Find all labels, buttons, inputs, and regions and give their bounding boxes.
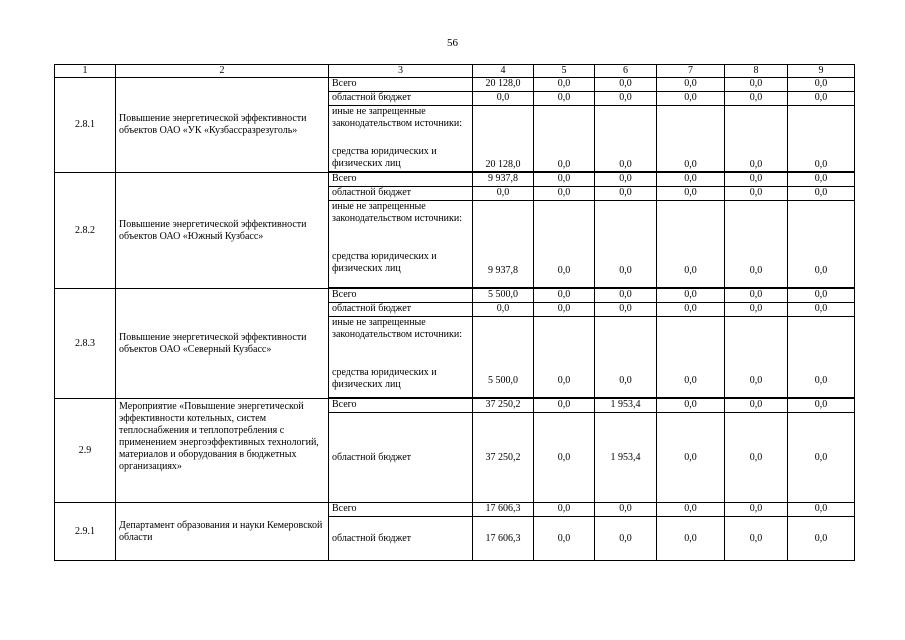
header-cell: 8 [725, 65, 788, 78]
value-cell: 0,0 [788, 413, 855, 503]
value-cell: 0,0 [788, 317, 855, 398]
source-label: Всего [329, 503, 473, 517]
header-cell: 4 [473, 65, 534, 78]
row-code: 2.8.2 [55, 173, 116, 289]
value-cell: 0,0 [788, 187, 855, 201]
value-cell: 9 937,8 [473, 173, 534, 187]
value-cell: 0,0 [788, 399, 855, 413]
value-cell: 0,0 [657, 92, 725, 106]
value-cell: 0,0 [534, 317, 595, 398]
value-cell: 9 937,8 [473, 201, 534, 288]
value-cell: 0,0 [788, 201, 855, 288]
value-cell: 0,0 [534, 303, 595, 317]
value-cell: 0,0 [788, 92, 855, 106]
budget-table [54, 64, 855, 561]
value-cell: 17 606,3 [473, 517, 534, 561]
source-label: Всего [329, 173, 473, 187]
value-cell: 0,0 [595, 187, 657, 201]
row-code: 2.8.3 [55, 289, 116, 399]
row-code: 2.9.1 [55, 503, 116, 561]
value-cell: 0,0 [534, 201, 595, 288]
value-cell: 0,0 [595, 289, 657, 303]
value-cell: 0,0 [657, 399, 725, 413]
source-label: Всего [329, 289, 473, 303]
source-label: иные не запрещенные законодательством источники: [332, 201, 463, 224]
value-cell: 0,0 [725, 289, 788, 303]
value-cell: 0,0 [788, 303, 855, 317]
value-cell: 17 606,3 [473, 503, 534, 517]
value-cell: 0,0 [595, 517, 657, 561]
row-code: 2.8.1 [55, 78, 116, 173]
source-other-cell [329, 317, 473, 398]
value-cell: 0,0 [657, 413, 725, 503]
value-cell: 0,0 [657, 187, 725, 201]
value-cell: 0,0 [534, 517, 595, 561]
value-cell: 0,0 [725, 173, 788, 187]
header-cell: 9 [788, 65, 855, 78]
value-cell: 1 953,4 [595, 413, 657, 503]
source-label: иные не запрещенные законодательством источники: [332, 106, 463, 129]
value-cell: 0,0 [725, 78, 788, 92]
value-cell: 0,0 [534, 78, 595, 92]
row-name: Повышение энергетической эффективности объектов ОАО «УК «Кузбассразрезуголь» [116, 78, 329, 173]
value-cell: 0,0 [788, 78, 855, 92]
header-cell: 2 [116, 65, 329, 78]
value-cell: 0,0 [595, 317, 657, 398]
value-cell: 0,0 [595, 173, 657, 187]
value-cell: 0,0 [657, 517, 725, 561]
row-name: Повышение энергетической эффективности объектов ОАО «Южный Кузбасс» [116, 173, 329, 289]
value-cell: 0,0 [595, 78, 657, 92]
value-cell: 0,0 [725, 413, 788, 503]
value-cell: 0,0 [657, 78, 725, 92]
value-cell: 0,0 [788, 173, 855, 187]
page-number: 56 [447, 37, 458, 49]
header-cell: 3 [329, 65, 473, 78]
value-cell: 0,0 [534, 92, 595, 106]
value-cell: 0,0 [725, 92, 788, 106]
table-row [55, 78, 855, 92]
header-cell: 6 [595, 65, 657, 78]
value-cell: 0,0 [595, 201, 657, 288]
value-cell: 0,0 [534, 399, 595, 413]
value-cell: 5 500,0 [473, 317, 534, 398]
source-label: иные не запрещенные законодательством источники: [332, 317, 463, 340]
value-cell: 37 250,2 [473, 399, 534, 413]
value-cell: 0,0 [725, 187, 788, 201]
table-row [55, 289, 855, 303]
source-label: Всего [329, 399, 473, 413]
source-label: областной бюджет [329, 92, 473, 106]
value-cell: 0,0 [473, 303, 534, 317]
value-cell: 0,0 [725, 106, 788, 172]
source-label: Всего [329, 78, 473, 92]
value-cell: 0,0 [725, 503, 788, 517]
value-cell: 20 128,0 [473, 106, 534, 172]
value-cell: 0,0 [657, 317, 725, 398]
value-cell: 0,0 [657, 303, 725, 317]
value-cell: 0,0 [725, 317, 788, 398]
source-label: областной бюджет [329, 517, 473, 561]
header-row [55, 65, 855, 78]
header-cell: 1 [55, 65, 116, 78]
table-row [55, 399, 855, 413]
value-cell: 0,0 [725, 201, 788, 288]
row-name: Департамент образования и науки Кемеровской области [116, 503, 329, 561]
value-cell: 0,0 [657, 289, 725, 303]
value-cell: 0,0 [534, 289, 595, 303]
value-cell: 0,0 [595, 503, 657, 517]
value-cell: 0,0 [725, 399, 788, 413]
value-cell: 0,0 [534, 413, 595, 503]
value-cell: 0,0 [788, 503, 855, 517]
value-cell: 0,0 [657, 106, 725, 172]
value-cell: 0,0 [595, 303, 657, 317]
source-other-cell [329, 106, 473, 172]
value-cell: 0,0 [473, 92, 534, 106]
value-cell: 1 953,4 [595, 399, 657, 413]
value-cell: 0,0 [534, 106, 595, 172]
value-cell: 5 500,0 [473, 289, 534, 303]
header-cell: 5 [534, 65, 595, 78]
source-other-cell [329, 201, 473, 288]
value-cell: 20 128,0 [473, 78, 534, 92]
value-cell: 0,0 [657, 503, 725, 517]
value-cell: 0,0 [534, 173, 595, 187]
value-cell: 0,0 [788, 106, 855, 172]
row-name: Повышение энергетической эффективности объектов ОАО «Северный Кузбасс» [116, 289, 329, 399]
value-cell: 0,0 [788, 517, 855, 561]
row-name: Мероприятие «Повышение энергетической эффективности котельных, систем теплоснабжения и теплопотребления с применением энергоэффективных технологий, материалов и оборудования в бюджетных организациях» [116, 399, 329, 503]
source-label: средства юридических и физических лиц [332, 367, 437, 390]
source-label: областной бюджет [329, 413, 473, 503]
source-label: областной бюджет [329, 303, 473, 317]
value-cell: 0,0 [657, 173, 725, 187]
header-cell: 7 [657, 65, 725, 78]
value-cell: 0,0 [473, 187, 534, 201]
value-cell: 0,0 [534, 187, 595, 201]
value-cell: 37 250,2 [473, 413, 534, 503]
value-cell: 0,0 [788, 289, 855, 303]
table-row [55, 503, 855, 517]
source-label: средства юридических и физических лиц [332, 146, 437, 169]
value-cell: 0,0 [595, 92, 657, 106]
table-row [55, 173, 855, 187]
value-cell: 0,0 [595, 106, 657, 172]
row-code: 2.9 [55, 399, 116, 503]
source-label: областной бюджет [329, 187, 473, 201]
value-cell: 0,0 [534, 503, 595, 517]
value-cell: 0,0 [657, 201, 725, 288]
value-cell: 0,0 [725, 303, 788, 317]
value-cell: 0,0 [725, 517, 788, 561]
source-label: средства юридических и физических лиц [332, 251, 437, 274]
